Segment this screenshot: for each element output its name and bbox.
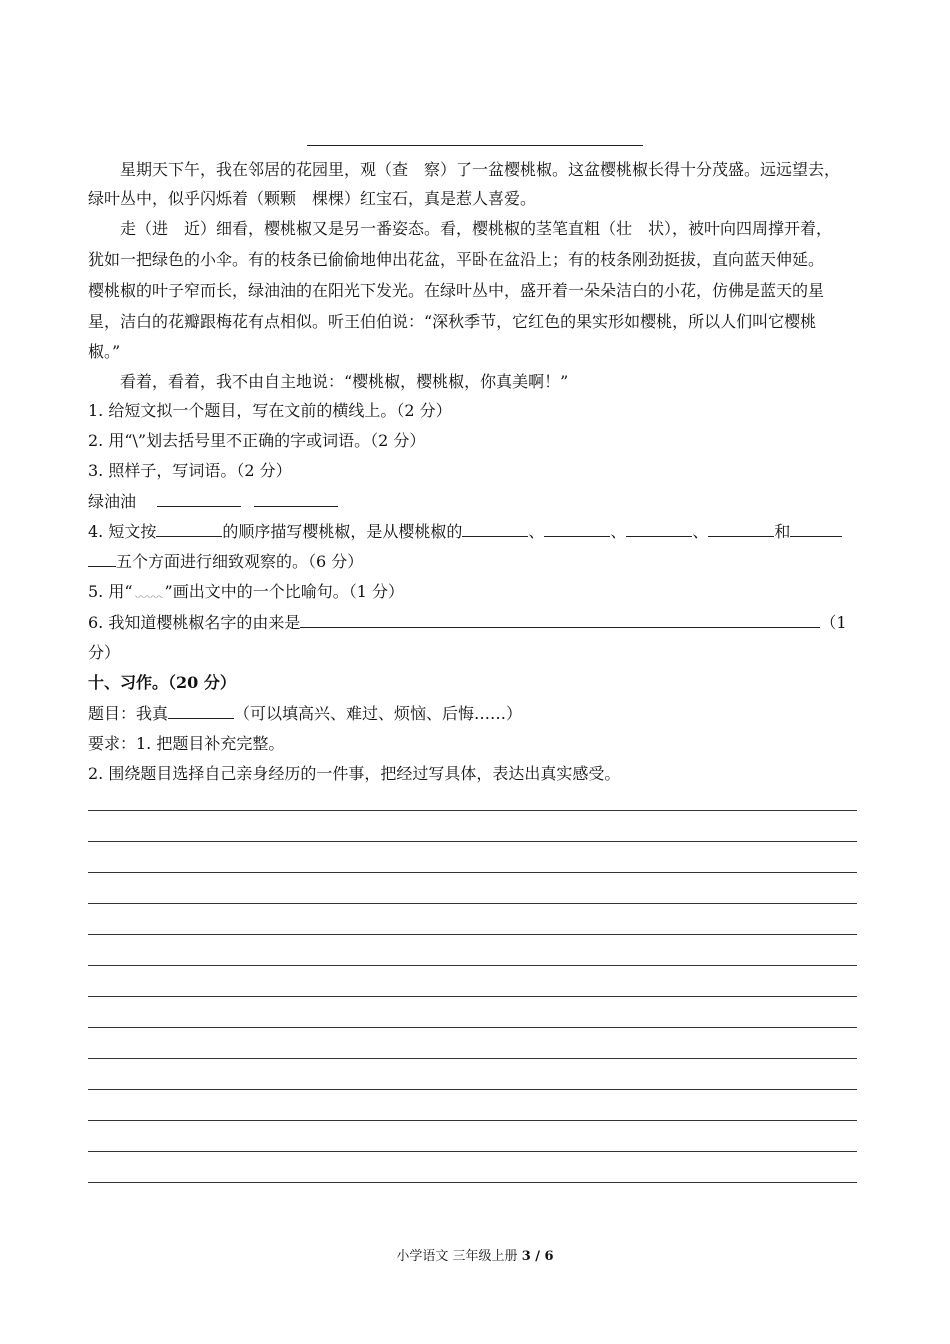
q6-text-b: （1	[820, 613, 847, 632]
passage-p2-line4: 星，洁白的花瓣跟梅花有点相似。听王伯伯说：“深秋季节，它红色的果实形如樱桃，所以人们叫它樱桃	[88, 312, 817, 331]
composition-heading: 十、习作。（20 分）	[88, 673, 236, 692]
q4-text-c: 五个方面进行细致观察的。（6 分）	[116, 552, 364, 571]
passage-p3: 看着，看着，我不由自主地说：“樱桃椒，樱桃椒，你真美啊！”	[120, 372, 569, 391]
q4-sep-3: 、	[692, 522, 709, 541]
question-2: 2. 用“\”划去括号里不正确的字或词语。（2 分）	[88, 431, 426, 450]
title-blank-line[interactable]	[307, 145, 643, 146]
q4-text-a: 4. 短文按	[88, 522, 157, 541]
q4-blank-4[interactable]	[708, 520, 774, 537]
writing-line[interactable]	[88, 1120, 857, 1121]
writing-line[interactable]	[88, 965, 857, 966]
q6-answer-blank[interactable]	[300, 611, 820, 628]
writing-line[interactable]	[88, 1058, 857, 1059]
q4-blank-5b[interactable]	[88, 550, 116, 567]
question-4-cont	[88, 547, 863, 577]
writing-line[interactable]	[88, 1027, 857, 1028]
passage-p2-line2: 犹如一把绿色的小伞。有的枝条已偷偷地伸出花盆，平卧在盆沿上；有的枝条刚劲挺拔，直向蓝天伸延。	[88, 250, 825, 269]
question-5	[88, 577, 863, 607]
q4-blank-5a[interactable]	[790, 520, 842, 537]
q3-answer-blank-1[interactable]	[157, 490, 241, 507]
question-6	[88, 608, 863, 638]
writing-line[interactable]	[88, 841, 857, 842]
writing-line[interactable]	[88, 1151, 857, 1152]
writing-line[interactable]	[88, 903, 857, 904]
wavy-underline-icon	[133, 581, 165, 597]
passage-p1-line2: 绿叶丛中，似乎闪烁着（颗颗 棵棵）红宝石，真是惹人喜爱。	[88, 189, 537, 208]
passage-p1-line1: 星期天下午，我在邻居的花园里，观（查 察）了一盆樱桃椒。这盆樱桃椒长得十分茂盛。远远望去，	[120, 160, 841, 179]
q3-example-word: 绿油油	[88, 492, 137, 511]
footer-text: 小学语文 三年级上册	[396, 1249, 518, 1264]
topic-text-a: 题目：我真	[88, 704, 169, 723]
q4-blank-1[interactable]	[462, 520, 528, 537]
q4-sep-1: 、	[528, 522, 545, 541]
question-4	[88, 517, 863, 547]
q5-text-a: 5. 用“	[88, 582, 133, 601]
q4-blank-3[interactable]	[626, 520, 692, 537]
passage-p2-line1: 走（进 近）细看，樱桃椒又是另一番姿态。看，樱桃椒的茎笔直粗（壮 状），被叶向四周撑开着，	[120, 219, 833, 238]
page-footer	[0, 1248, 950, 1266]
composition-requirement-1: 要求：1. 把题目补充完整。	[88, 734, 285, 753]
page-number: 3 / 6	[521, 1249, 554, 1264]
question-3: 3. 照样子，写词语。（2 分）	[88, 461, 292, 480]
topic-blank[interactable]	[168, 702, 234, 719]
q4-text-b: 的顺序描写樱桃椒，是从樱桃椒的	[222, 522, 463, 541]
q4-and: 和	[774, 522, 791, 541]
question-1: 1. 给短文拟一个题目，写在文前的横线上。（2 分）	[88, 401, 452, 420]
q4-sep-2: 、	[610, 522, 627, 541]
q4-blank-order[interactable]	[156, 520, 222, 537]
q6-text-a: 6. 我知道樱桃椒名字的由来是	[88, 613, 301, 632]
composition-requirement-2: 2. 围绕题目选择自己亲身经历的一件事，把经过写具体，表达出真实感受。	[88, 764, 621, 783]
passage-p2-line5: 椒。”	[88, 342, 121, 361]
writing-line[interactable]	[88, 934, 857, 935]
composition-topic	[88, 699, 863, 729]
topic-text-b: （可以填高兴、难过、烦恼、后悔……）	[234, 704, 523, 723]
writing-line[interactable]	[88, 810, 857, 811]
writing-line[interactable]	[88, 1182, 857, 1183]
q5-text-b: ”画出文中的一个比喻句。（1 分）	[164, 582, 404, 601]
q3-answer-blank-2[interactable]	[254, 490, 338, 507]
writing-line[interactable]	[88, 996, 857, 997]
writing-line[interactable]	[88, 1089, 857, 1090]
q4-blank-2[interactable]	[544, 520, 610, 537]
writing-line[interactable]	[88, 872, 857, 873]
question-6-cont: 分）	[88, 643, 121, 662]
question-3-example-row	[88, 487, 863, 517]
passage-p2-line3: 樱桃椒的叶子窄而长，绿油油的在阳光下发光。在绿叶丛中，盛开着一朵朵洁白的小花，仿佛是蓝天的星	[88, 281, 825, 300]
